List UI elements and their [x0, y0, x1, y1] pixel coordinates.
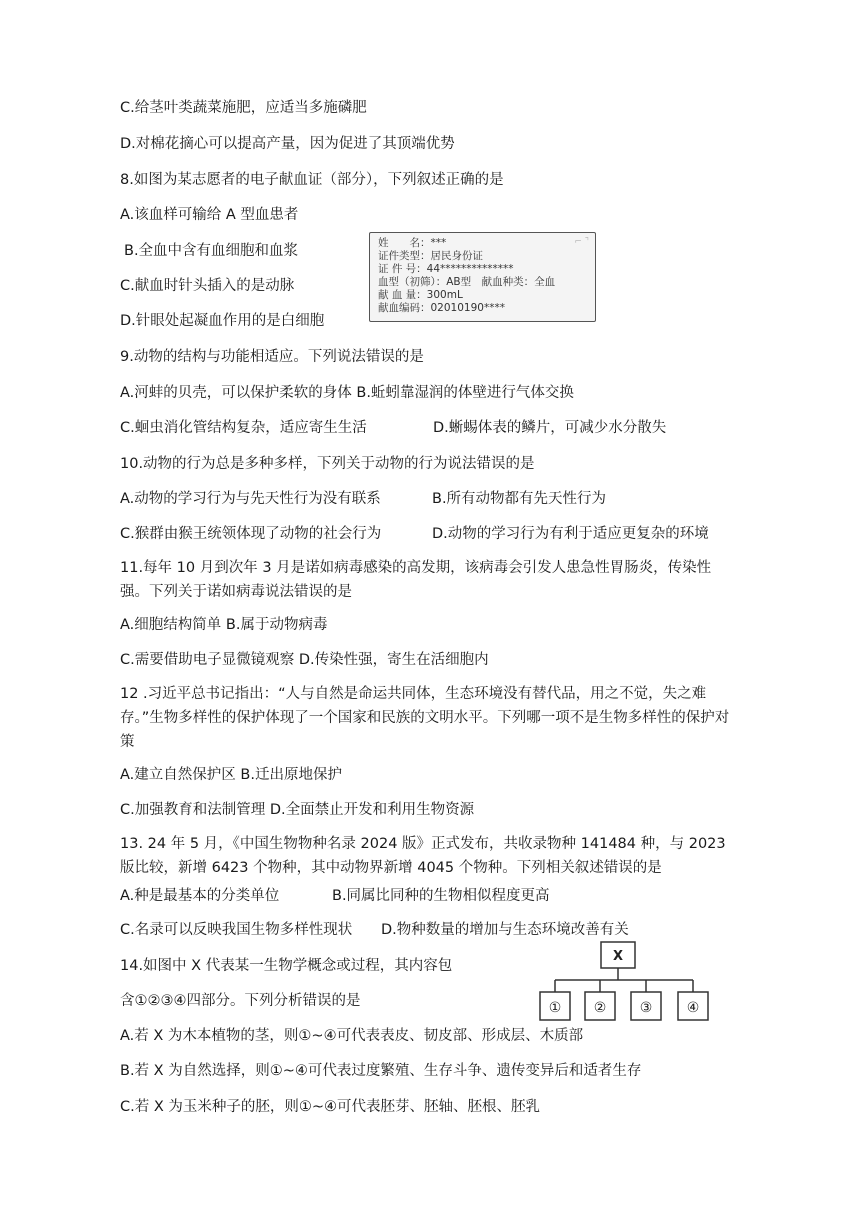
card-row-id-number: 证 件 号：44**************: [378, 263, 514, 275]
card-row-code: 献血编码：02010190****: [378, 302, 505, 314]
q14-stem-line2: 含①②③④四部分。下列分析错误的是: [120, 993, 361, 1009]
q14-option-b: B.若 X 为自然选择，则①~④可代表过度繁殖、生存斗争、遗传变异后和适者生存: [120, 1063, 642, 1079]
q8-stem: 8.如图为某志愿者的电子献血证（部分），下列叙述正确的是: [120, 172, 504, 188]
card-row-blood-type: 血型（初筛）：AB型 献血种类：全血: [378, 276, 556, 288]
q10-stem: 10.动物的行为总是多种多样，下列关于动物的行为说法错误的是: [120, 456, 535, 472]
q9-options-ab: A.河蚌的贝壳，可以保护柔软的身体 B.蚯蚓靠湿润的体壁进行气体交换: [120, 385, 574, 401]
q13-option-d: D.物种数量的增加与生态环境改善有关: [381, 922, 629, 938]
q13-option-b: B.同属比同种的生物相似程度更高: [332, 888, 550, 904]
q13-option-c: C.名录可以反映我国生物多样性现状: [120, 922, 353, 938]
q11-options-cd: C.需要借助电子显微镜观察 D.传染性强，寄生在活细胞内: [120, 652, 489, 668]
q10-option-b: B.所有动物都有先天性行为: [432, 491, 607, 507]
card-row-volume: 献 血 量：300mL: [378, 289, 463, 301]
q9-stem: 9.动物的结构与功能相适应。下列说法错误的是: [120, 349, 424, 365]
q12-options-ab: A.建立自然保护区 B.迁出原地保护: [120, 767, 342, 783]
card-corner-mark: ⌐ ⌝: [574, 237, 589, 247]
diagram-child-label-3: ③: [639, 1000, 653, 1016]
q9-option-d: D.蜥蜴体表的鳞片，可减少水分散失: [433, 420, 667, 436]
q14-stem-line1: 14.如图中 X 代表某一生物学概念或过程，其内容包: [120, 958, 453, 974]
q13-option-a: A.种是最基本的分类单位: [120, 888, 280, 904]
diagram-child-label-4: ④: [686, 1000, 700, 1016]
q7-option-d: D.对棉花摘心可以提高产量，因为促进了其顶端优势: [120, 136, 455, 152]
q8-option-a: A.该血样可输给 A 型血患者: [120, 207, 299, 223]
card-row-name: 姓 名：***: [378, 237, 447, 249]
q11-options-ab: A.细胞结构简单 B.属于动物病毒: [120, 617, 328, 633]
diagram-child-label-2: ②: [593, 1000, 607, 1016]
q13-stem: 13. 24 年 5 月，《中国生物物种名录 2024 版》正式发布，共收录物种 141484 种，与 2023 版比较，新增 6423 个物种，其中动物界新增 4045 个物种。下列相关叙述错误的是: [120, 836, 726, 876]
q14-option-a: A.若 X 为木本植物的茎，则①~④可代表表皮、韧皮部、形成层、木质部: [120, 1028, 584, 1044]
concept-diagram: [530, 935, 720, 1030]
q9-option-c: C.蛔虫消化管结构复杂，适应寄生生活: [120, 420, 367, 436]
q10-option-c: C.猴群由猴王统领体现了动物的社会行为: [120, 526, 382, 542]
q10-option-a: A.动物的学习行为与先天性行为没有联系: [120, 491, 381, 507]
q14-option-c: C.若 X 为玉米种子的胚，则①~④可代表胚芽、胚轴、胚根、胚乳: [120, 1099, 541, 1115]
q8-option-d: D.针眼处起凝血作用的是白细胞: [120, 313, 325, 329]
q11-stem: 11.每年 10 月到次年 3 月是诺如病毒感染的高发期，该病毒会引发人患急性胃肠炎，传染性强。下列关于诺如病毒说法错误的是: [120, 560, 712, 600]
q10-option-d: D.动物的学习行为有利于适应更复杂的环境: [432, 526, 709, 542]
q7-option-c: C.给茎叶类蔬菜施肥，应适当多施磷肥: [120, 100, 367, 116]
q12-stem: 12 .习近平总书记指出：“人与自然是命运共同体，生态环境没有替代品，用之不觉，失之难存。”生物多样性的保护体现了一个国家和民族的文明水平。下列哪一项不是生物多样性的保护对策: [120, 686, 730, 750]
diagram-root-label: X: [612, 949, 624, 964]
diagram-child-label-1: ①: [548, 1000, 562, 1016]
q8-option-b: B.全血中含有血细胞和血浆: [124, 243, 299, 259]
q12-options-cd: C.加强教育和法制管理 D.全面禁止开发和利用生物资源: [120, 802, 475, 818]
blood-donation-certificate: [369, 232, 596, 322]
q8-option-c: C.献血时针头插入的是动脉: [120, 278, 295, 294]
card-row-id-type: 证件类型：居民身份证: [378, 250, 483, 262]
